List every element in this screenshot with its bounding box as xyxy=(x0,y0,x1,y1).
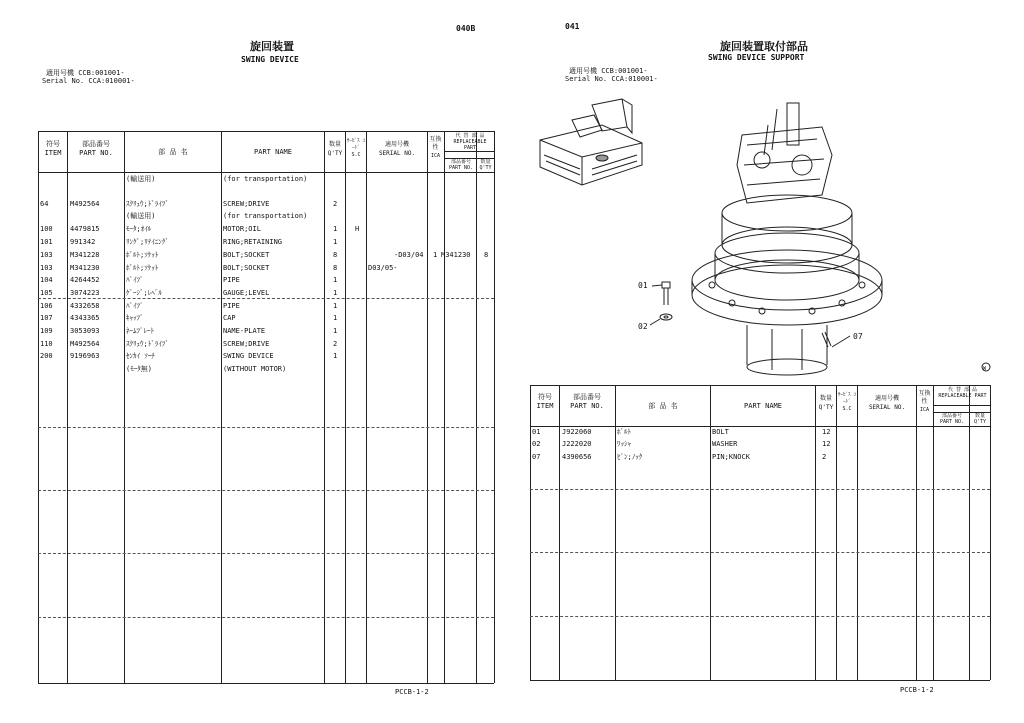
part-name-en-cell: PIPE xyxy=(223,276,240,284)
left-table-bottom xyxy=(38,683,494,684)
table-column-rule xyxy=(366,131,367,683)
part-name-jp-cell: ﾎﾞﾙﾄ xyxy=(617,428,631,436)
table-column-rule xyxy=(933,385,934,680)
right-row-separator xyxy=(530,616,990,617)
right-hdr-part: 部品番号 PART NO. xyxy=(570,393,604,410)
part-name-en-cell: WASHER xyxy=(712,440,738,448)
table-column-rule xyxy=(710,385,711,680)
qty-cell: 1 xyxy=(333,327,338,335)
left-row-separator xyxy=(38,427,494,428)
qty-cell: 1 xyxy=(333,225,338,233)
item-cell: 64 xyxy=(40,200,49,208)
item-cell: 101 xyxy=(40,238,53,246)
part-name-jp-cell: (輸送用) xyxy=(126,212,156,220)
right-hdr-ica: 互換性 ICA xyxy=(918,390,931,413)
part-number-cell: M492564 xyxy=(70,200,100,208)
table-column-rule xyxy=(444,131,445,683)
table-column-rule xyxy=(494,131,495,683)
part-number-cell: M341230 xyxy=(70,264,100,272)
right-page xyxy=(512,0,1024,723)
part-name-jp-cell: ｾﾝｶｲ ｿｰﾁ xyxy=(126,352,155,360)
left-serial-en: Serial No. CCA:010001- xyxy=(42,77,135,85)
left-row-separator xyxy=(38,490,494,491)
right-hdr-name-en: PART NAME xyxy=(744,402,782,410)
part-name-en-cell: BOLT;SOCKET xyxy=(223,251,270,259)
serial-cell: -D03/04 xyxy=(394,251,424,259)
knock-pin-icon xyxy=(822,332,850,347)
part-name-en-cell: CAP xyxy=(223,314,236,322)
item-cell: 100 xyxy=(40,225,53,233)
table-column-rule xyxy=(836,385,837,680)
right-hdr-item: 符号 ITEM xyxy=(536,393,554,410)
table-column-rule xyxy=(916,385,917,680)
table-column-rule xyxy=(67,131,68,683)
part-name-en-cell: SCREW;DRIVE xyxy=(223,200,270,208)
right-hdr-qty: 数量 Q'TY xyxy=(818,395,834,411)
left-hdr-sc: ｻｰﾋﾞｽ ｺｰﾄﾞ S.C xyxy=(346,138,365,158)
table-column-rule xyxy=(38,131,39,683)
left-hdr-qty: 数量 Q'TY xyxy=(327,141,343,157)
item-cell: 103 xyxy=(40,264,53,272)
qty-cell: 2 xyxy=(333,200,338,208)
qty-cell: 1 xyxy=(333,302,338,310)
part-name-jp-cell: ｽｸﾘｭｳ;ﾄﾞﾗｲﾌﾞ xyxy=(126,340,169,348)
part-number-cell: 4332658 xyxy=(70,302,100,310)
replace-qty-cell: 8 xyxy=(484,251,489,259)
left-hdr-repl-part: 部品番号 PART NO. xyxy=(448,159,474,171)
part-name-jp-cell: (輸送用) xyxy=(126,175,156,183)
right-footer: PCCB-1-2 xyxy=(900,686,934,694)
part-name-jp-cell: ﾜｯｼｬ xyxy=(617,440,631,448)
item-cell: 104 xyxy=(40,276,53,284)
part-number-cell: 9196963 xyxy=(70,352,100,360)
item-cell: 103 xyxy=(40,251,53,259)
qty-cell: 1 xyxy=(333,238,338,246)
part-number-cell: 4264452 xyxy=(70,276,100,284)
part-name-en-cell: MOTOR;OIL xyxy=(223,225,261,233)
registered-mark-icon xyxy=(982,363,990,372)
qty-cell: 2 xyxy=(333,340,338,348)
part-name-en-cell: SWING DEVICE xyxy=(223,352,274,360)
callout-01: 01 xyxy=(638,281,648,290)
part-number-cell: M341228 xyxy=(70,251,100,259)
left-hdr-ica: 互換性 ICA xyxy=(429,136,442,159)
left-page-code: 040B xyxy=(456,24,476,33)
part-name-en-cell: SCREW;DRIVE xyxy=(223,340,270,348)
table-column-rule xyxy=(345,131,346,683)
qty-cell: 1 xyxy=(333,314,338,322)
table-column-rule xyxy=(221,131,222,683)
part-number-cell: M492564 xyxy=(70,340,100,348)
part-name-en-cell: (for transportation) xyxy=(223,175,308,183)
item-cell: 106 xyxy=(40,302,53,310)
right-table-top xyxy=(530,385,990,386)
part-name-en-cell: GAUGE;LEVEL xyxy=(223,289,270,297)
table-column-rule xyxy=(427,131,428,683)
bolt-icon xyxy=(652,282,670,305)
qty-cell: 8 xyxy=(333,251,338,259)
left-hdr-serial: 適用号機 SERIAL NO. xyxy=(378,141,416,157)
service-code-cell: H xyxy=(355,225,360,233)
table-column-rule xyxy=(324,131,325,683)
table-column-rule xyxy=(857,385,858,680)
part-number-cell: 4479815 xyxy=(70,225,100,233)
part-name-en-cell: NAME-PLATE xyxy=(223,327,266,335)
right-row-separator xyxy=(530,489,990,490)
qty-cell: 8 xyxy=(333,264,338,272)
left-row-separator xyxy=(38,298,494,299)
serial-cell: D03/05- xyxy=(368,264,398,272)
qty-cell: 1 xyxy=(333,276,338,284)
left-table-top xyxy=(38,131,494,132)
part-name-en-cell: PIN;KNOCK xyxy=(712,453,750,461)
left-footer: PCCB-1-2 xyxy=(395,688,429,696)
right-serial-en: Serial No. CCA:010001- xyxy=(565,75,658,83)
left-hdr-name-en: PART NAME xyxy=(254,148,292,156)
right-title-en: SWING DEVICE SUPPORT xyxy=(708,53,805,62)
part-name-jp-cell: ｽｸﾘｭｳ;ﾄﾞﾗｲﾌﾞ xyxy=(126,200,169,208)
part-name-jp-cell: ﾊﾟｲﾌﾟ xyxy=(126,302,144,310)
part-name-jp-cell: ﾊﾟｲﾌﾟ xyxy=(126,276,144,284)
left-table-header-bottom xyxy=(38,172,494,173)
item-cell: 107 xyxy=(40,314,53,322)
part-number-cell: 4390656 xyxy=(562,453,592,461)
item-cell: 110 xyxy=(40,340,53,348)
left-row-separator xyxy=(38,617,494,618)
swing-device-illustration xyxy=(532,85,1002,385)
right-page-code: 041 xyxy=(565,22,580,31)
table-column-rule xyxy=(530,385,531,680)
left-row-separator xyxy=(38,553,494,554)
part-name-jp-cell: ｷｬｯﾌﾟ xyxy=(126,314,144,322)
part-name-en-cell: BOLT xyxy=(712,428,729,436)
left-title-en: SWING DEVICE xyxy=(241,55,299,64)
left-hdr-repl-qty: 数量 Q'TY xyxy=(479,159,492,171)
part-number-cell: J922060 xyxy=(562,428,592,436)
table-column-rule xyxy=(476,131,477,683)
part-name-jp-cell: ﾓｰﾀ;ｵｲﾙ xyxy=(126,225,152,233)
qty-cell: 12 xyxy=(822,428,831,436)
left-hdr-item: 符号 ITEM xyxy=(44,140,62,157)
left-title-jp: 旋回装置 xyxy=(250,40,294,53)
qty-cell: 2 xyxy=(822,453,827,461)
callout-07: 07 xyxy=(853,332,863,341)
part-number-cell: 3053093 xyxy=(70,327,100,335)
right-hdr-name-jp: 部 品 名 xyxy=(648,402,678,410)
right-serial-jp: 適用号機 CCB:001001- xyxy=(569,67,648,75)
right-hdr-repl-qty: 数量 Q'TY xyxy=(973,413,987,425)
part-name-jp-cell: ﾎﾞﾙﾄ;ｿｹｯﾄ xyxy=(126,264,159,272)
left-hdr-repl: 代 替 部 品 REPLACEABLE PART xyxy=(453,133,487,151)
qty-cell: 1 xyxy=(333,289,338,297)
part-name-en-cell: PIPE xyxy=(223,302,240,310)
callout-02: 02 xyxy=(638,322,648,331)
part-number-cell: 3074223 xyxy=(70,289,100,297)
qty-cell: 12 xyxy=(822,440,831,448)
part-name-jp-cell: ﾘﾝｸﾞ;ﾘﾃｲﾆﾝｸﾞ xyxy=(126,238,169,246)
washer-icon xyxy=(650,314,672,325)
table-column-rule xyxy=(815,385,816,680)
ica-cell: 1 xyxy=(433,251,438,259)
part-name-jp-cell: ｹﾞｰｼﾞ;ﾚﾍﾞﾙ xyxy=(126,289,162,297)
part-name-en-cell: BOLT;SOCKET xyxy=(223,264,270,272)
svg-text:W: W xyxy=(983,366,987,372)
part-name-jp-cell: (ﾓｰﾀ無) xyxy=(126,365,152,373)
part-name-en-cell: RING;RETAINING xyxy=(223,238,283,246)
left-hdr-part: 部品番号 PART NO. xyxy=(79,140,113,157)
part-name-jp-cell: ﾎﾞﾙﾄ;ｿｹｯﾄ xyxy=(126,251,159,259)
table-column-rule xyxy=(559,385,560,680)
right-hdr-serial: 適用号機 SERIAL NO. xyxy=(868,395,906,411)
table-column-rule xyxy=(615,385,616,680)
left-hdr-name-jp: 部 品 名 xyxy=(158,148,188,156)
right-table-bottom xyxy=(530,680,990,681)
left-serial-jp: 適用号機 CCB:001001- xyxy=(46,69,125,77)
table-column-rule xyxy=(124,131,125,683)
part-name-jp-cell: ﾋﾟﾝ;ﾉｯｸ xyxy=(617,453,643,461)
right-table-header-bottom xyxy=(530,426,990,427)
item-cell: 109 xyxy=(40,327,53,335)
part-name-en-cell: (WITHOUT MOTOR) xyxy=(223,365,287,373)
table-column-rule xyxy=(990,385,991,680)
item-cell: 200 xyxy=(40,352,53,360)
part-name-jp-cell: ﾈｰﾑﾌﾟﾚｰﾄ xyxy=(126,327,154,335)
replace-part-cell: M341230 xyxy=(441,251,471,259)
table-column-rule xyxy=(969,385,970,680)
part-number-cell: J222020 xyxy=(562,440,592,448)
right-hdr-repl-part: 部品番号 PART NO. xyxy=(939,413,965,425)
item-cell: 105 xyxy=(40,289,53,297)
item-cell: 02 xyxy=(532,440,541,448)
part-name-en-cell: (for transportation) xyxy=(223,212,308,220)
item-cell: 07 xyxy=(532,453,541,461)
item-cell: 01 xyxy=(532,428,541,436)
right-row-separator xyxy=(530,552,990,553)
right-title-jp: 旋回装置取付部品 xyxy=(720,40,808,53)
right-hdr-repl: 代 替 部 品 REPLACEABLE PART xyxy=(938,387,987,399)
right-hdr-sc: ｻｰﾋﾞｽ ｺｰﾄﾞ S.C xyxy=(837,392,856,412)
excavator-locator-icon xyxy=(540,99,642,185)
part-number-cell: 991342 xyxy=(70,238,96,246)
part-number-cell: 4343365 xyxy=(70,314,100,322)
qty-cell: 1 xyxy=(333,352,338,360)
